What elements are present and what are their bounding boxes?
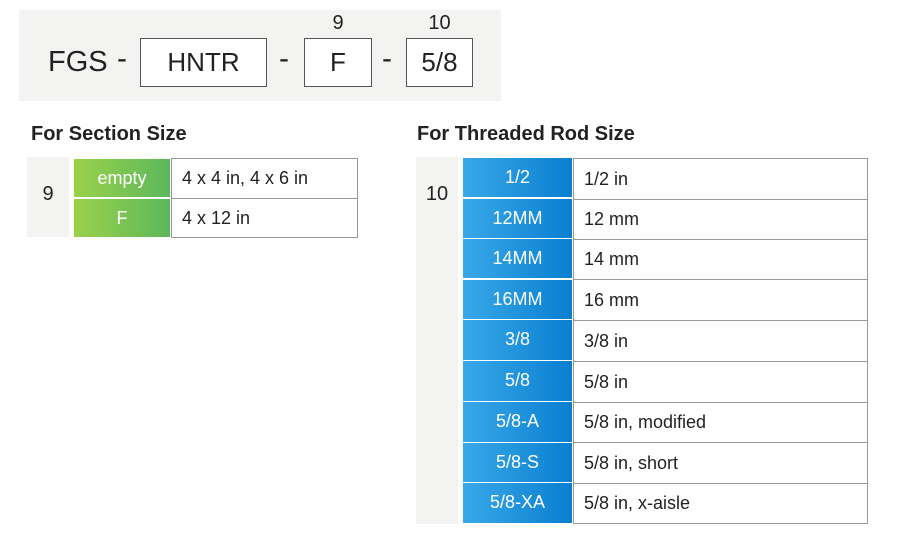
rod-code-cell: 16MM (463, 280, 572, 319)
section-code-cell: empty (74, 159, 170, 197)
section-description-cell: 4 x 12 in (171, 198, 358, 238)
rod-description-cell: 14 mm (573, 239, 868, 280)
rod-code-cell: 12MM (463, 199, 572, 238)
section-size-heading: For Section Size (31, 123, 187, 145)
rod-description-cell: 5/8 in (573, 361, 868, 403)
rod-code-cell: 1/2 (463, 158, 572, 197)
rod-code-cell: 5/8-S (463, 443, 572, 482)
code-segment-section-number: 9 (332, 12, 344, 34)
rod-code-cell: 5/8-A (463, 402, 572, 442)
section-size-number (27, 157, 69, 237)
rod-size-heading: For Threaded Rod Size (417, 123, 635, 145)
code-segment-series-value: HNTR (167, 47, 240, 77)
rod-code-cell: 5/8 (463, 361, 572, 401)
code-separator: - (279, 42, 289, 75)
code-segment-rod (406, 38, 473, 87)
rod-code-cell: 5/8-XA (463, 483, 572, 523)
code-segment-series (140, 38, 267, 87)
section-code-cell: F (74, 199, 170, 237)
section-description-cell: 4 x 4 in, 4 x 6 in (171, 158, 358, 199)
rod-description-cell: 5/8 in, modified (573, 402, 868, 443)
rod-code-cell: 14MM (463, 239, 572, 278)
code-separator: - (382, 42, 392, 75)
rod-size-number (416, 157, 458, 524)
rod-description-cell: 5/8 in, x-aisle (573, 483, 868, 524)
rod-code-cell: 3/8 (463, 320, 572, 360)
section-size-number-text: 9 (42, 183, 54, 205)
rod-description-cell: 1/2 in (573, 158, 868, 200)
code-segment-rod-number: 10 (428, 12, 451, 34)
rod-size-number-text: 10 (425, 183, 449, 205)
code-segment-section (304, 38, 372, 87)
rod-description-cell: 16 mm (573, 279, 868, 321)
code-prefix: FGS (48, 46, 108, 78)
code-segment-rod-value: 5/8 (421, 47, 458, 77)
code-segment-section-value: F (330, 47, 346, 77)
rod-description-cell: 3/8 in (573, 320, 868, 362)
rod-description-cell: 12 mm (573, 199, 868, 240)
rod-description-cell: 5/8 in, short (573, 442, 868, 484)
code-separator: - (117, 42, 127, 75)
